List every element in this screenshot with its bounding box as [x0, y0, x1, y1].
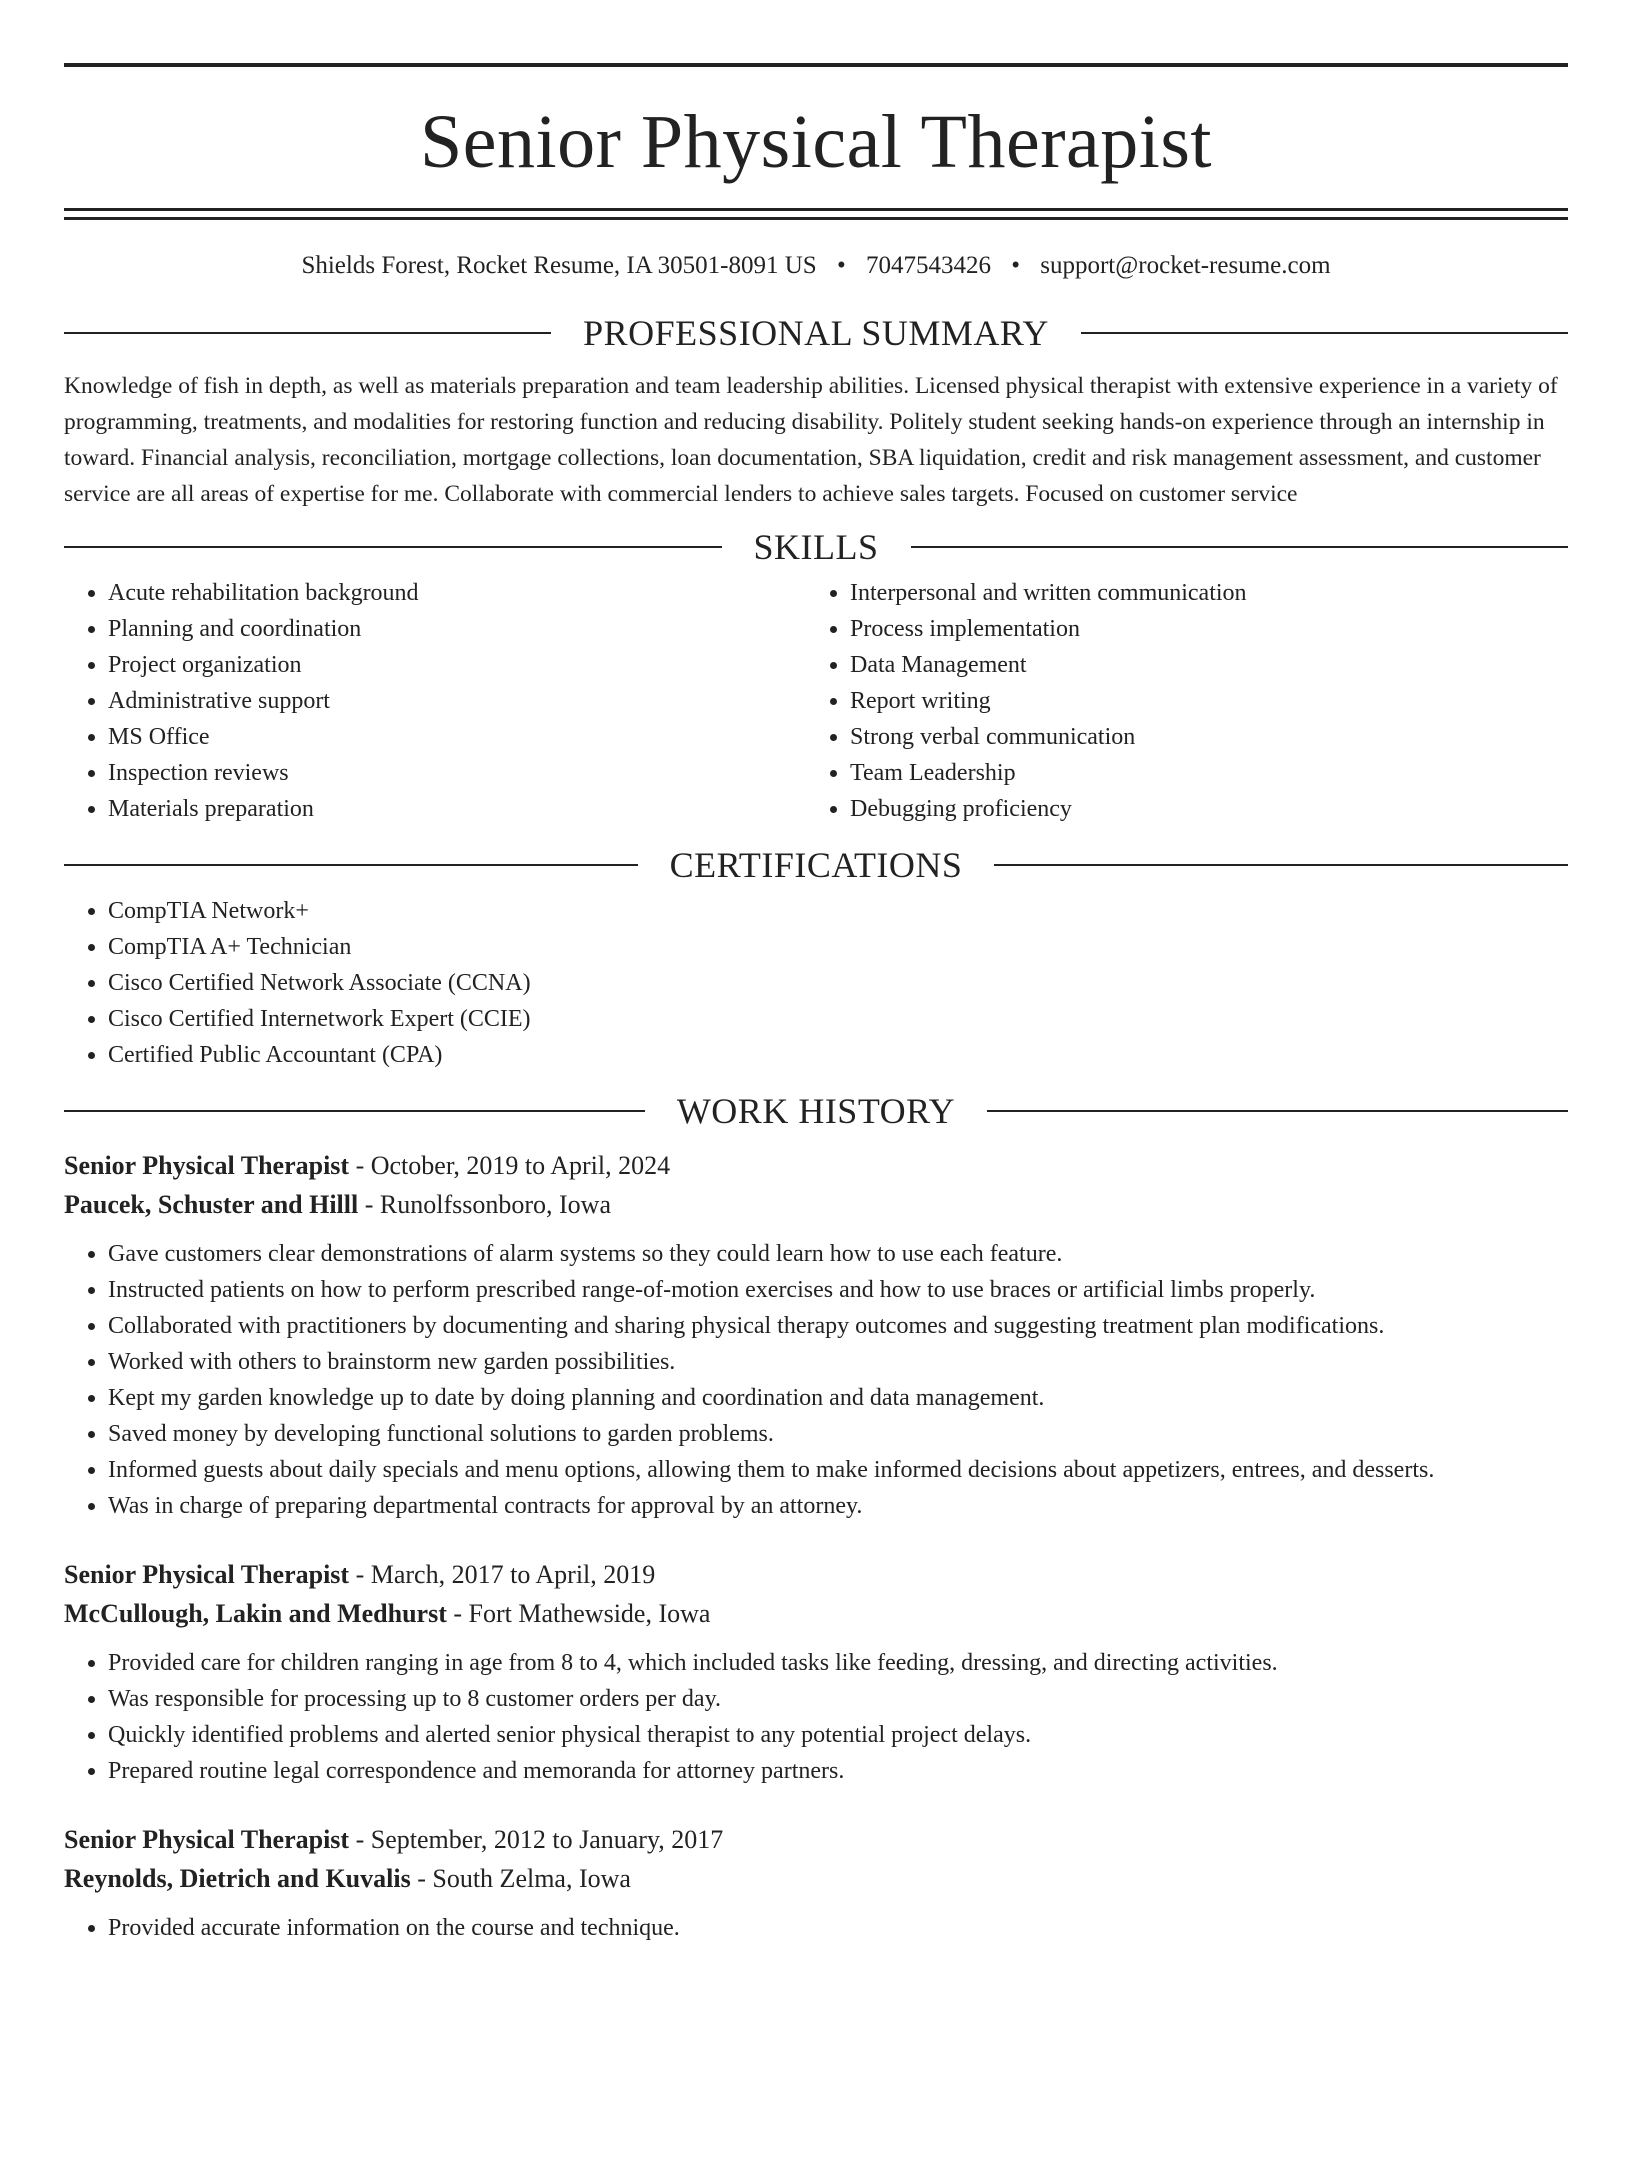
job-company: McCullough, Lakin and Medhurst [64, 1599, 447, 1628]
skill-item: • Interpersonal and written communication [850, 575, 1548, 611]
job-bullet: • Instructed patients on how to perform prescribed range-of-motion exercises and how to use braces or artificial limbs properly. [108, 1272, 1568, 1308]
contact-phone: 7047543426 [865, 252, 991, 279]
work-history-heading [64, 1091, 1568, 1131]
resume-page [0, 63, 1632, 2175]
certification-item: • Cisco Certified Internetwork Expert (CCIE) [108, 1001, 1568, 1037]
certification-item: • CompTIA A+ Technician [108, 929, 1568, 965]
skills-column-left [64, 575, 806, 827]
certifications-heading-title: CERTIFICATIONS [669, 845, 963, 885]
skills-column-right [806, 575, 1548, 827]
job-role-line [64, 1555, 1568, 1594]
summary-text: Knowledge of fish in depth, as well as materials preparation and team leadership abilities. Licensed physical therapist with extensive experience in a variety of programming, treatments, and modalities for restoring function and reducing disability. Politely student seeking hands-on experience through an internship in toward. Financial analysis, reconciliation, mortgage collections, loan documentation, SBA liquidation, credit and risk management assessment, and customer service are all areas of expertise for me. Collaborate with commercial lenders to achieve sales targets. Focused on customer service [64, 373, 1558, 507]
certification-item: • Certified Public Accountant (CPA) [108, 1037, 1568, 1073]
job-company-line [64, 1185, 1568, 1224]
skill-item: • Inspection reviews [108, 755, 806, 791]
job-bullet: • Provided care for children ranging in age from 8 to 4, which included tasks like feeding, dressing, and directing activities. [108, 1645, 1568, 1681]
skill-item: • Report writing [850, 683, 1548, 719]
job-bullet: • Collaborated with practitioners by documenting and sharing physical therapy outcomes and suggesting treatment plan modifications. [108, 1308, 1568, 1344]
certification-item: • CompTIA Network+ [108, 893, 1568, 929]
job-bullet: • Worked with others to brainstorm new garden possibilities. [108, 1344, 1568, 1380]
heading-rule-right [1081, 332, 1568, 334]
skills-heading [64, 527, 1568, 567]
heading-rule-left [64, 1110, 645, 1112]
summary-heading-title: PROFESSIONAL SUMMARY [583, 313, 1049, 353]
certifications-heading [64, 845, 1568, 885]
job-bullet: • Quickly identified problems and alerted senior physical therapist to any potential project delays. [108, 1717, 1568, 1753]
job-role: Senior Physical Therapist [64, 1560, 350, 1589]
job-bullet: • Prepared routine legal correspondence and memoranda for attorney partners. [108, 1753, 1568, 1789]
contact-address: Shields Forest, Rocket Resume, IA 30501-8091 US [301, 252, 817, 279]
job-bullet: • Saved money by developing functional solutions to garden problems. [108, 1416, 1568, 1452]
job-bullet: • Provided accurate information on the course and technique. [108, 1910, 1568, 1946]
heading-rule-right [994, 864, 1568, 866]
skill-item: • MS Office [108, 719, 806, 755]
heading-rule-left [64, 546, 722, 548]
job-role: Senior Physical Therapist [64, 1151, 350, 1180]
job-bullet: • Gave customers clear demonstrations of alarm systems so they could learn how to use each feature. [108, 1236, 1568, 1272]
job-bullets [64, 1910, 1568, 1946]
job-company-line [64, 1859, 1568, 1898]
job-entry [64, 1820, 1568, 1946]
job-bullet: • Was in charge of preparing departmental contracts for approval by an attorney. [108, 1488, 1568, 1524]
job-bullet: • Was responsible for processing up to 8 customer orders per day. [108, 1681, 1568, 1717]
skill-item: • Strong verbal communication [850, 719, 1548, 755]
job-entry [64, 1146, 1568, 1524]
skill-item: • Debugging proficiency [850, 791, 1548, 827]
heading-rule-left [64, 864, 638, 866]
resume-title: Senior Physical Therapist [419, 100, 1213, 184]
skills-grid [64, 575, 1568, 827]
job-role: Senior Physical Therapist [64, 1825, 350, 1854]
job-dates: - March, 2017 to April, 2019 [349, 1560, 656, 1589]
skill-item: • Materials preparation [108, 791, 806, 827]
work-history-heading-title: WORK HISTORY [676, 1091, 956, 1131]
skill-item: • Process implementation [850, 611, 1548, 647]
skills-list-left [64, 575, 806, 827]
job-location: - Fort Mathewside, Iowa [446, 1599, 711, 1628]
contact-separator: • [836, 252, 846, 279]
job-role-line [64, 1146, 1568, 1185]
job-company: Reynolds, Dietrich and Kuvalis [64, 1864, 411, 1893]
heading-rule-right [987, 1110, 1568, 1112]
skills-heading-title: SKILLS [753, 527, 879, 567]
job-bullets [64, 1645, 1568, 1789]
skill-item: • Data Management [850, 647, 1548, 683]
skill-item: • Project organization [108, 647, 806, 683]
job-bullets [64, 1236, 1568, 1524]
skill-item: • Acute rehabilitation background [108, 575, 806, 611]
job-role-line [64, 1820, 1568, 1859]
summary-heading [64, 313, 1568, 353]
job-company-line [64, 1594, 1568, 1633]
job-company: Paucek, Schuster and Hilll [64, 1190, 359, 1219]
job-entry [64, 1555, 1568, 1789]
certifications-list [64, 893, 1568, 1073]
skills-list-right [806, 575, 1548, 827]
job-location: - Runolfssonboro, Iowa [358, 1190, 611, 1219]
heading-rule-right [911, 546, 1569, 548]
certification-item: • Cisco Certified Network Associate (CCNA) [108, 965, 1568, 1001]
job-bullet: • Informed guests about daily specials and menu options, allowing them to make informed decisions about appetizers, entrees, and desserts. [108, 1452, 1568, 1488]
skill-item: • Administrative support [108, 683, 806, 719]
job-bullet: • Kept my garden knowledge up to date by doing planning and coordination and data management. [108, 1380, 1568, 1416]
job-dates: - September, 2012 to January, 2017 [349, 1825, 724, 1854]
job-dates: - October, 2019 to April, 2024 [349, 1151, 671, 1180]
heading-rule-left [64, 332, 551, 334]
header-double-rule [64, 208, 1568, 220]
skill-item: • Planning and coordination [108, 611, 806, 647]
contact-line [64, 251, 1568, 281]
job-location: - South Zelma, Iowa [410, 1864, 631, 1893]
contact-email: support@rocket-resume.com [1040, 252, 1331, 279]
skill-item: • Team Leadership [850, 755, 1548, 791]
contact-separator: • [1011, 252, 1020, 279]
